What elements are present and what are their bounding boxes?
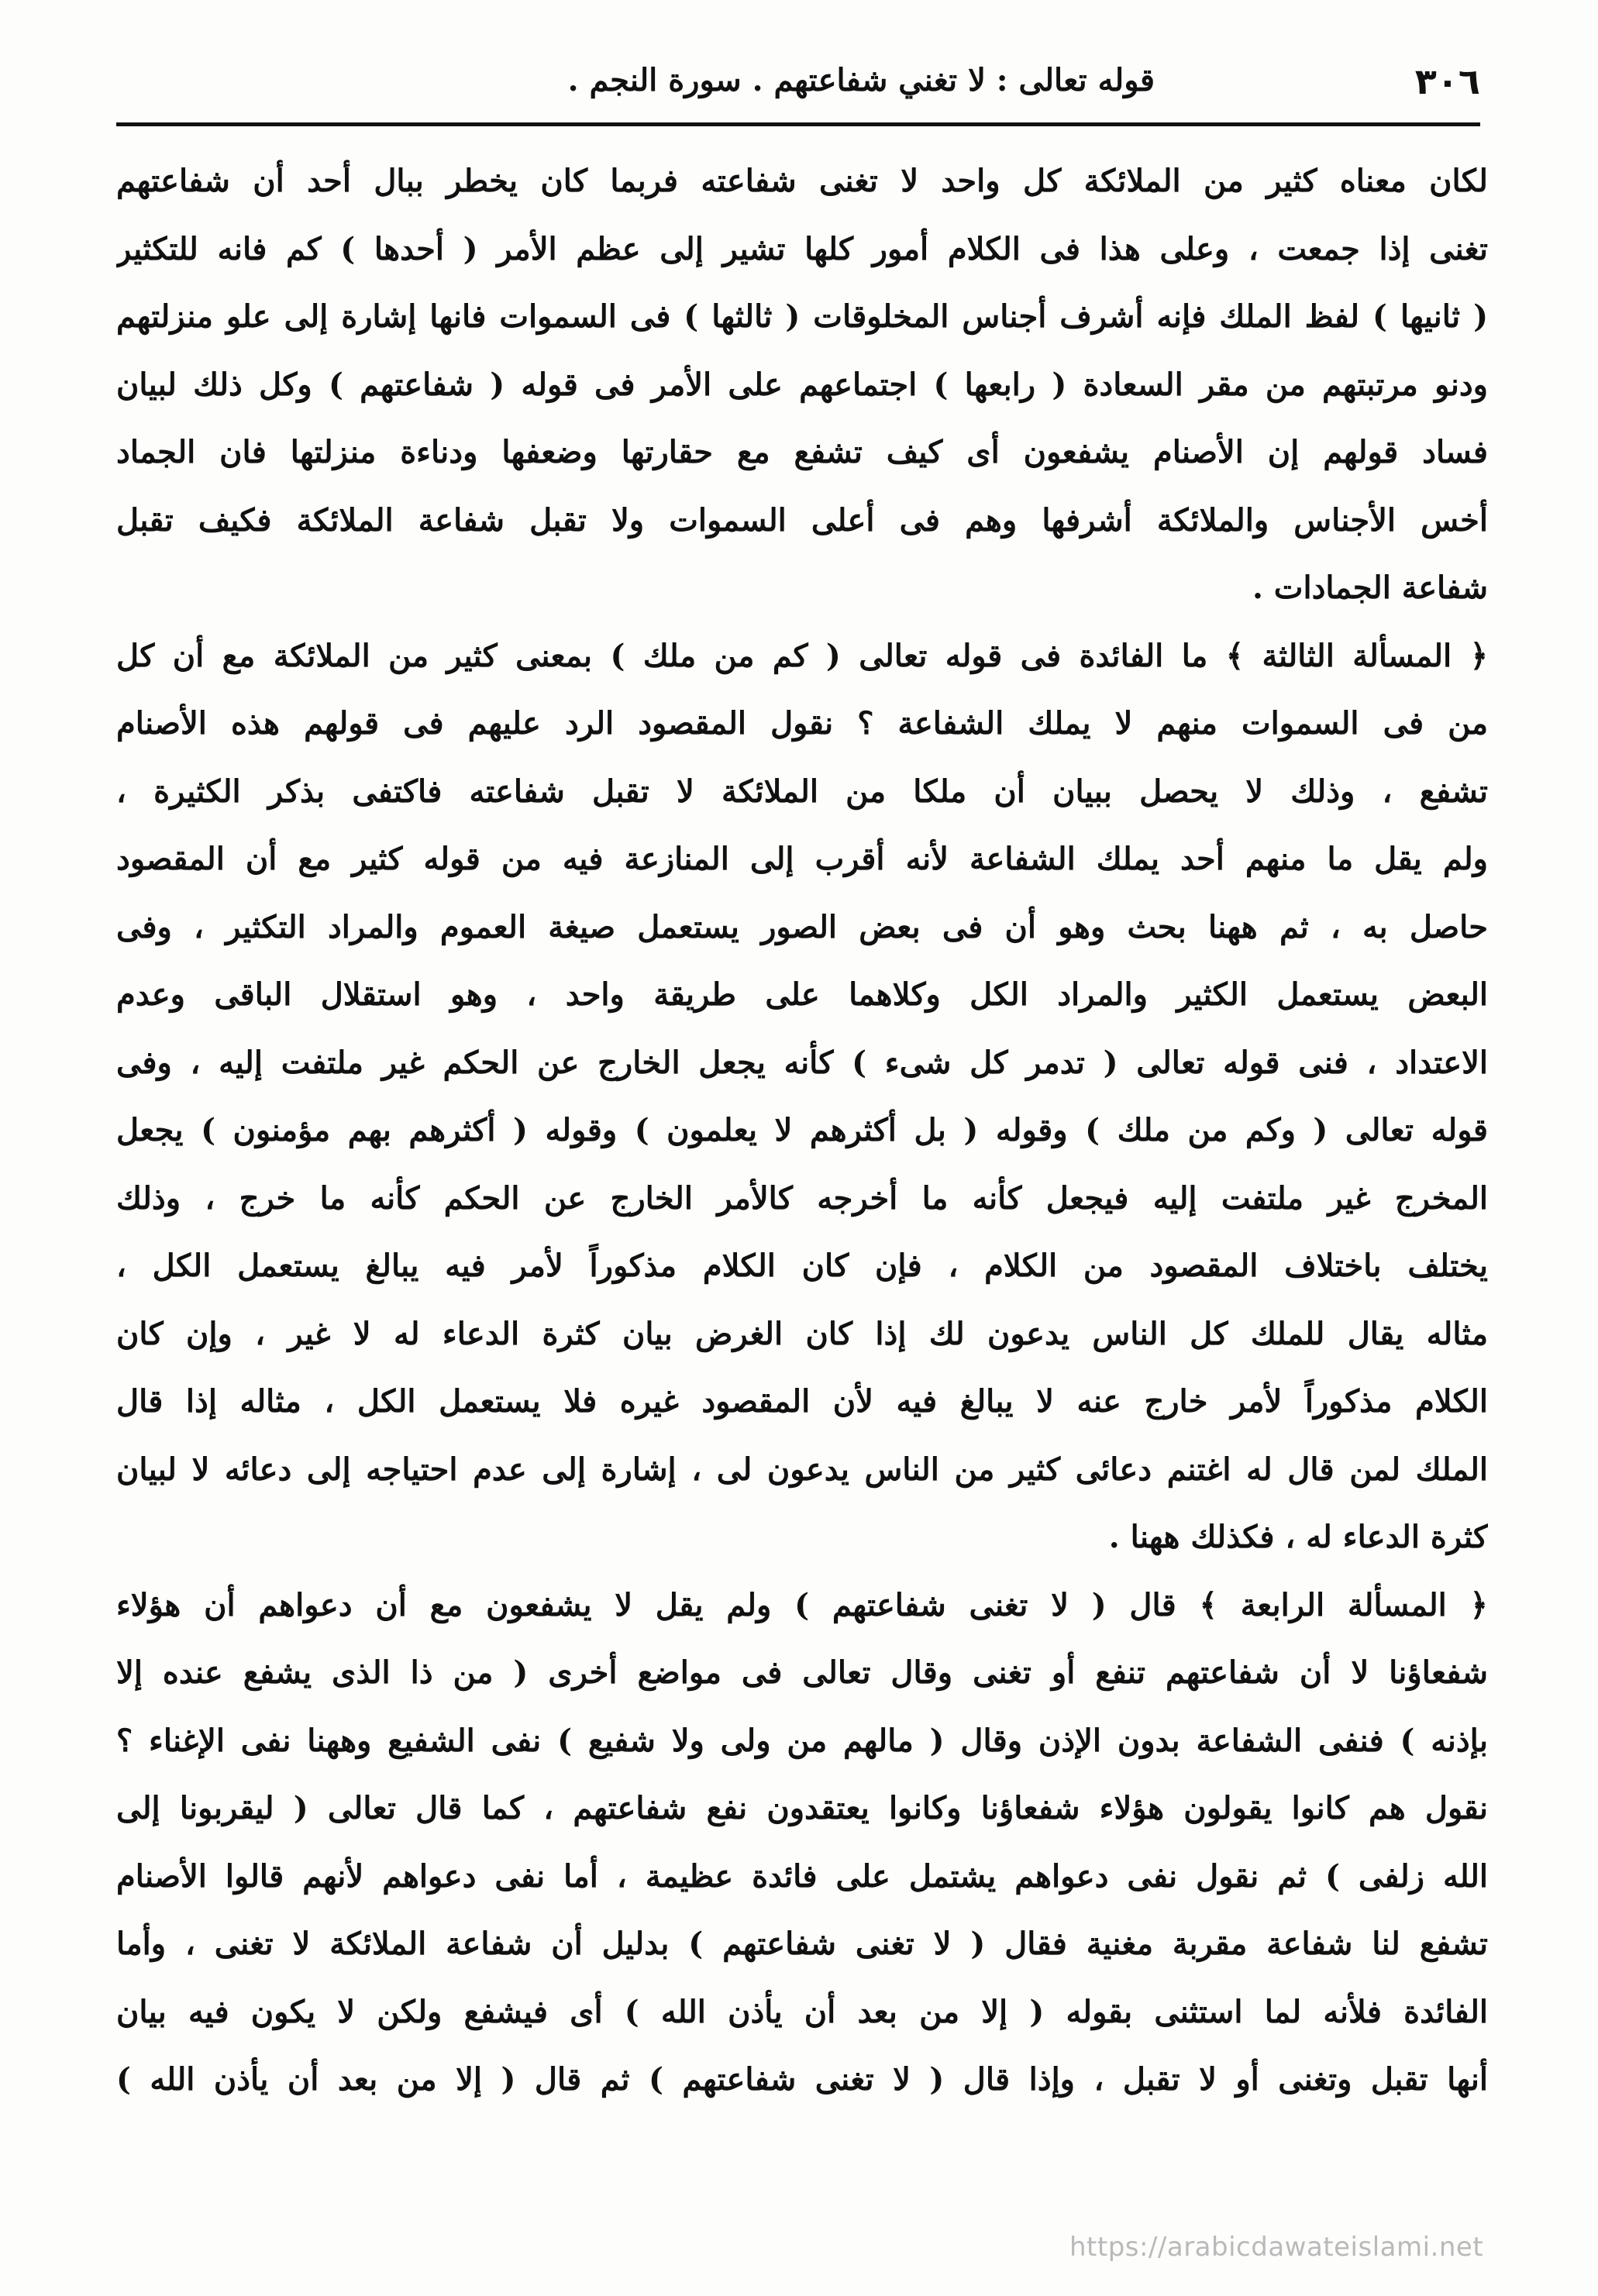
text-line: الكلام مذكوراً لأمر خارج عنه لا يبالغ فيه لأن المقصود غيره فلا يستعمل الكل ، مثاله إذا قال [116, 1383, 1488, 1420]
text-line: تشفع ، وذلك لا يحصل ببيان أن ملكا من الملائكة لا تقبل شفاعته فاكتفى بذكر الكثيرة ، [116, 773, 1488, 810]
text-line: ولم يقل ما منهم أحد يملك الشفاعة لأنه أقرب إلى المنازعة فيه من قوله كثير مع أن المقصود [116, 841, 1488, 877]
text-line: حاصل به ، ثم ههنا بحث وهو أن فى بعض الصور يستعمل صيغة العموم والمراد التكثير ، وفى [116, 908, 1488, 945]
watermark-url: https://arabicdawateislami.net [1069, 2232, 1484, 2263]
text-line: أخس الأجناس والملائكة أشرفها وهم فى أعلى السموات ولا تقبل شفاعة الملائكة فكيف تقبل [116, 501, 1488, 539]
text-line: البعض يستعمل الكثير والمراد الكل وكلاهما على طريقة واحد ، وهو استقلال الباقى وعدم [116, 976, 1488, 1013]
text-line: قوله تعالى ( وكم من ملك ) وقوله ( بل أكثرهم لا يعلمون ) وقوله ( أكثرهم بهم مؤمنون ) يجعل [116, 1112, 1488, 1148]
text-line: المخرج غير ملتفت إليه فيجعل كأنه ما أخرجه كالأمر الخارج عن الحكم كأنه ما خرج ، وذلك [116, 1179, 1488, 1217]
text-line: ودنو مرتبتهم من مقر السعادة ( رابعها ) اجتماعهم على الأمر فى قوله ( شفاعتهم ) وكل ذلك لبيان [116, 366, 1488, 403]
text-line: بإذنه ) فنفى الشفاعة بدون الإذن وقال ( مالهم من ولى ولا شفيع ) نفى الشفيع وههنا نفى الإغناء ؟ [116, 1722, 1488, 1759]
header-divider [116, 122, 1480, 126]
text-line: شفاعة الجمادات . [1252, 570, 1488, 606]
text-line: أنها تقبل وتغنى أو لا تقبل ، وإذا قال ( لا تغنى شفاعتهم ) ثم قال ( إلا من بعد أن يأذن الله ) [116, 2061, 1488, 2098]
running-title: قوله تعالى : لا تغني شفاعتهم . سورة النجم . [567, 62, 1155, 98]
text-line: يختلف باختلاف المقصود من الكلام ، فإن كان الكلام مذكوراً لأمر فيه يبالغ يستعمل الكل ، [116, 1248, 1488, 1284]
text-line: ( ثانيها ) لفظ الملك فإنه أشرف أجناس المخلوقات ( ثالثها ) فى السموات فانها إشارة إلى علو منزلتهم [116, 298, 1488, 335]
paragraph-1 [116, 147, 1488, 622]
text-line: الملك لمن قال له اغتنم دعائى كثير من الناس يدعون لى ، إشارة إلى عدم احتياجه إلى دعائه لا لبيان [116, 1451, 1488, 1488]
text-line: مثاله يقال للملك كل الناس يدعون لك إذا كان الغرض بيان كثرة الدعاء له لا غير ، وإن كان [116, 1315, 1488, 1352]
text-line: من فى السموات منهم لا يملك الشفاعة ؟ نقول المقصود الرد عليهم فى قولهم هذه الأصنام [116, 705, 1488, 742]
paragraph-3 [116, 1571, 1488, 2114]
text-line: تغنى إذا جمعت ، وعلى هذا فى الكلام أمور كلها تشير إلى عظم الأمر ( أحدها ) كم فانه للتكثير [116, 230, 1488, 267]
text-line: شفعاؤنا لا أن شفاعتهم تنفع أو تغنى وقال تعالى فى مواضع أخرى ( من ذا الذى يشفع عنده إلا [116, 1654, 1488, 1691]
text-line: لكان معناه كثير من الملائكة كل واحد لا تغنى شفاعته فربما كان يخطر ببال أحد أن شفاعتهم [116, 163, 1488, 199]
text-line: الفائدة فلأنه لما استثنى بقوله ( إلا من بعد أن يأذن الله ) أى فيشفع ولكن لا يكون فيه بيان [116, 1993, 1488, 2030]
text-line: تشفع لنا شفاعة مقربة مغنية فقال ( لا تغنى شفاعتهم ) بدليل أن شفاعة الملائكة لا تغنى ، وأما [116, 1926, 1488, 1962]
text-line: كثرة الدعاء له ، فكذلك ههنا . [1108, 1519, 1488, 1555]
page-header [116, 54, 1480, 116]
paragraph-2 [116, 622, 1488, 1571]
text-line: ﴿ المسألة الرابعة ﴾ قال ( لا تغنى شفاعتهم ) ولم يقل لا يشفعون مع أن دعواهم أن هؤلاء [116, 1586, 1488, 1623]
text-line: الاعتداد ، فنى قوله تعالى ( تدمر كل شىء ) كأنه يجعل الخارج عن الحكم غير ملتفت إليه ، وفى [116, 1044, 1488, 1081]
text-line: ﴿ المسألة الثالثة ﴾ ما الفائدة فى قوله تعالى ( كم من ملك ) بمعنى كثير من الملائكة مع أن كل [116, 637, 1488, 674]
text-line: الله زلفى ) ثم نقول نفى دعواهم يشتمل على فائدة عظيمة ، أما نفى دعواهم لأنهم قالوا الأصنام [116, 1857, 1488, 1895]
text-line: نقول هم كانوا يقولون هؤلاء شفعاؤنا وكانوا يعتقدون نفع شفاعتهم ، كما قال تعالى ( ليقربونا إلى [116, 1790, 1488, 1826]
page-number: ٣٠٦ [1414, 60, 1480, 102]
body-text [116, 147, 1488, 2114]
text-line: فساد قولهم إن الأصنام يشفعون أى كيف تشفع مع حقارتها وضعفها ودناءة منزلتها فان الجماد [116, 434, 1488, 470]
